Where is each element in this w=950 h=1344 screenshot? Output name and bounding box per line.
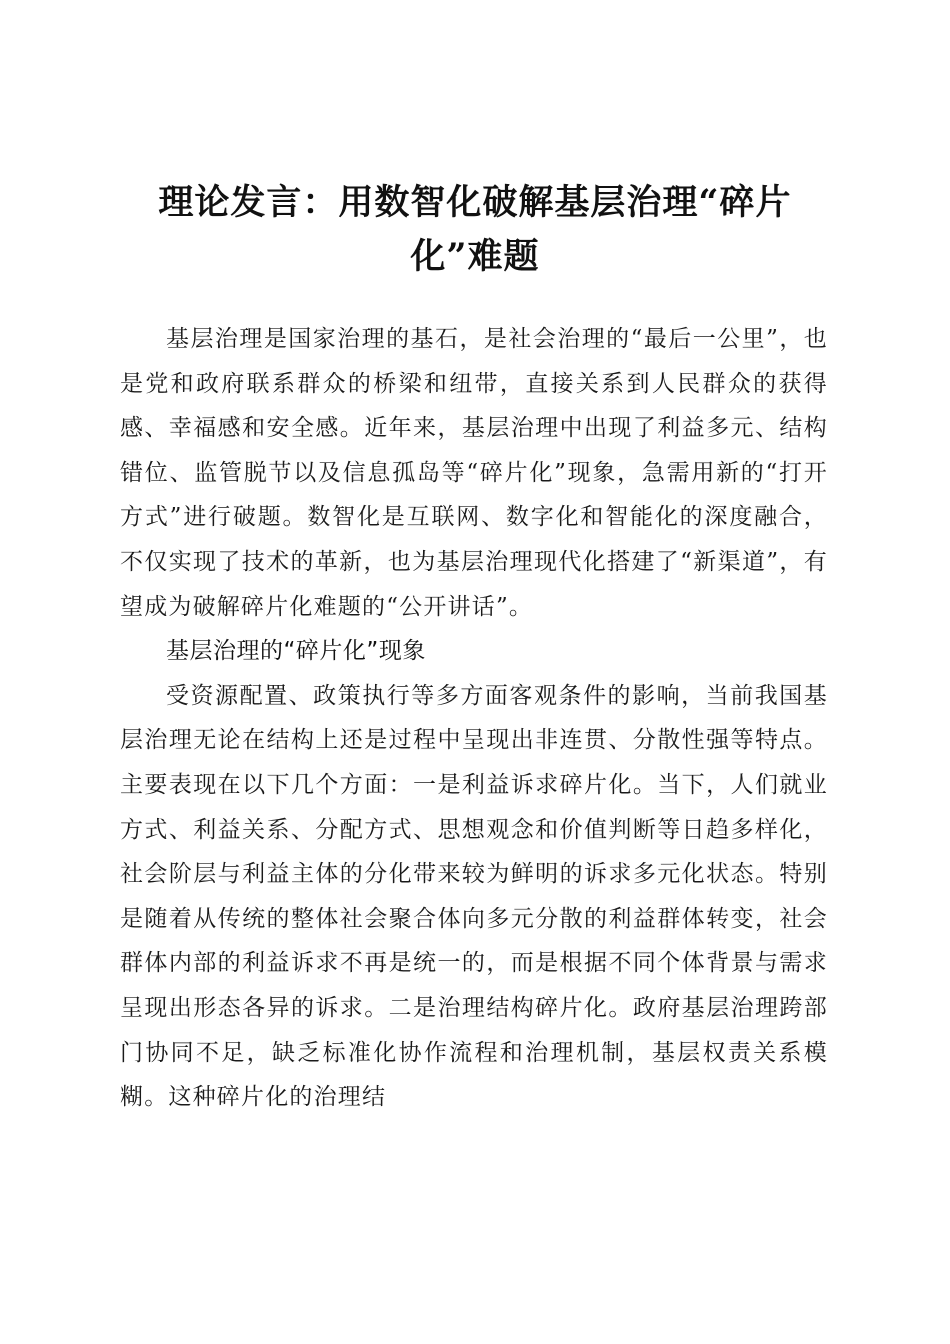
section-paragraph: 受资源配置、政策执行等多方面客观条件的影响，当前我国基层治理无论在结构上还是过程中呈现出非连贯、分散性强等特点。主要表现在以下几个方面：一是利益诉求碎片化。当下，人们就业方式、利益关系、分配方式、思想观念和价值判断等日趋多样化，社会阶层与利益主体的分化带来较为鲜明的诉求多元化状态。特别是随着从传统的整体社会聚合体向多元分散的利益群体转变，社会群体内部的利益诉求不再是统一的，而是根据不同个体背景与需求呈现出形态各异的诉求。二是治理结构碎片化。政府基层治理跨部门协同不足，缺乏标准化协作流程和治理机制，基层权责关系模糊。这种碎片化的治理结 [120, 682, 828, 1111]
intro-paragraph: 基层治理是国家治理的基石，是社会治理的“最后一公里”，也是党和政府联系群众的桥梁和纽带，直接关系到人民群众的获得感、幸福感和安全感。近年来，基层治理中出现了利益多元、结构错位、监管脱节以及信息孤岛等“碎片化”现象，急需用新的“打开方式”进行破题。数智化是互联网、数字化和智能化的深度融合，不仅实现了技术的革新，也为基层治理现代化搭建了“新渠道”，有望成为破解碎片化难题的“公开讲话”。 [120, 326, 828, 620]
section-heading: 基层治理的“碎片化”现象 [166, 638, 426, 665]
document-body [120, 317, 828, 1120]
title-line-1: 理论发言：用数智化破解基层治理“碎片 [158, 182, 792, 223]
document-title [120, 176, 830, 284]
title-line-2: 化”难题 [410, 236, 540, 277]
